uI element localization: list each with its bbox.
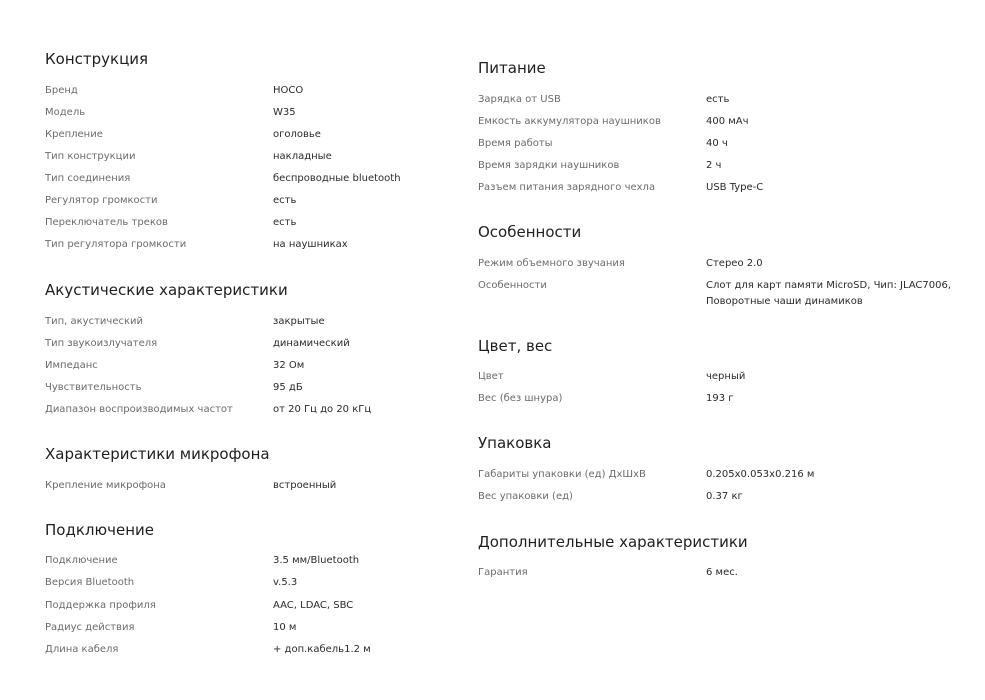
- spec-value: 193 г: [706, 393, 734, 404]
- spec-key: Регулятор громкости: [45, 195, 158, 206]
- spec-value: накладные: [273, 151, 332, 162]
- spec-value: v.5.3: [273, 577, 298, 588]
- spec-value: есть: [273, 195, 297, 206]
- spec-key: Режим объемного звучания: [478, 258, 625, 269]
- spec-key: Модель: [45, 107, 86, 118]
- spec-key: Диапазон воспроизводимых частот: [45, 404, 233, 415]
- spec-key: Время работы: [478, 138, 553, 149]
- spec-value: закрытые: [273, 316, 325, 327]
- spec-key: Особенности: [478, 280, 547, 291]
- spec-key: Тип, акустический: [45, 316, 144, 327]
- section-title-microphone: Характеристики микрофона: [45, 445, 270, 463]
- spec-key: Емкость аккумулятора наушников: [478, 116, 661, 127]
- spec-value: Слот для карт памяти MicroSD, Чип: JLAC7006, Поворотные чаши динамиков: [706, 280, 952, 307]
- spec-value: 10 м: [273, 622, 297, 633]
- spec-key: Радиус действия: [45, 622, 135, 633]
- spec-value: оголовье: [273, 129, 321, 140]
- spec-value: + доп.кабель1.2 м: [273, 644, 371, 655]
- spec-key: Гарантия: [478, 567, 528, 578]
- spec-key: Чувствительность: [45, 382, 142, 393]
- spec-key: Цвет: [478, 371, 504, 382]
- spec-value: Стерео 2.0: [706, 258, 763, 269]
- spec-key: Бренд: [45, 85, 78, 96]
- section-title-features: Особенности: [478, 223, 582, 241]
- spec-key: Вес (без шнура): [478, 393, 563, 404]
- section-title-acoustics: Акустические характеристики: [45, 281, 288, 299]
- spec-key: Длина кабеля: [45, 644, 119, 655]
- spec-value: W35: [273, 107, 296, 118]
- spec-value: 40 ч: [706, 138, 728, 149]
- spec-key: Версия Bluetooth: [45, 577, 135, 588]
- spec-key: Крепление микрофона: [45, 480, 166, 491]
- spec-key: Тип конструкции: [45, 151, 136, 162]
- section-title-additional: Дополнительные характеристики: [478, 533, 748, 551]
- spec-value: 3.5 мм/Bluetooth: [273, 555, 360, 566]
- spec-value: 95 дБ: [273, 382, 303, 393]
- spec-value: встроенный: [273, 480, 337, 491]
- spec-key: Время зарядки наушников: [478, 160, 620, 171]
- spec-key: Импеданс: [45, 360, 98, 371]
- spec-key: Поддержка профиля: [45, 600, 156, 611]
- spec-key: Подключение: [45, 555, 118, 566]
- spec-value: 2 ч: [706, 160, 722, 171]
- spec-key: Зарядка от USB: [478, 94, 561, 105]
- section-title-color-weight: Цвет, вес: [478, 337, 553, 355]
- spec-value: есть: [706, 94, 730, 105]
- section-title-construction: Конструкция: [45, 50, 149, 68]
- spec-value: на наушниках: [273, 239, 348, 250]
- spec-key: Тип соединения: [45, 173, 131, 184]
- spec-key: Тип звукоизлучателя: [45, 338, 158, 349]
- spec-value: HOCO: [273, 85, 304, 96]
- spec-key: Вес упаковки (ед): [478, 491, 573, 502]
- spec-value: есть: [273, 217, 297, 228]
- spec-value: динамический: [273, 338, 350, 349]
- spec-value: USB Type-C: [706, 182, 764, 193]
- section-title-connection: Подключение: [45, 521, 154, 539]
- section-title-packaging: Упаковка: [478, 434, 552, 452]
- spec-key: Крепление: [45, 129, 103, 140]
- spec-value: от 20 Гц до 20 кГц: [273, 404, 372, 415]
- spec-value: 6 мес.: [706, 567, 738, 578]
- spec-key: Тип регулятора громкости: [45, 239, 187, 250]
- spec-key: Разъем питания зарядного чехла: [478, 182, 656, 193]
- spec-value: 0.205x0.053x0.216 м: [706, 469, 815, 480]
- spec-value: беспроводные bluetooth: [273, 173, 401, 184]
- section-title-power: Питание: [478, 59, 546, 77]
- spec-key: Габариты упаковки (ед) ДxШxВ: [478, 469, 646, 480]
- spec-value: 400 мАч: [706, 116, 749, 127]
- spec-value: AAC, LDAC, SBC: [273, 600, 354, 611]
- spec-value: 0.37 кг: [706, 491, 743, 502]
- spec-value: 32 Ом: [273, 360, 305, 371]
- spec-key: Переключатель треков: [45, 217, 168, 228]
- spec-value: черный: [706, 371, 746, 382]
